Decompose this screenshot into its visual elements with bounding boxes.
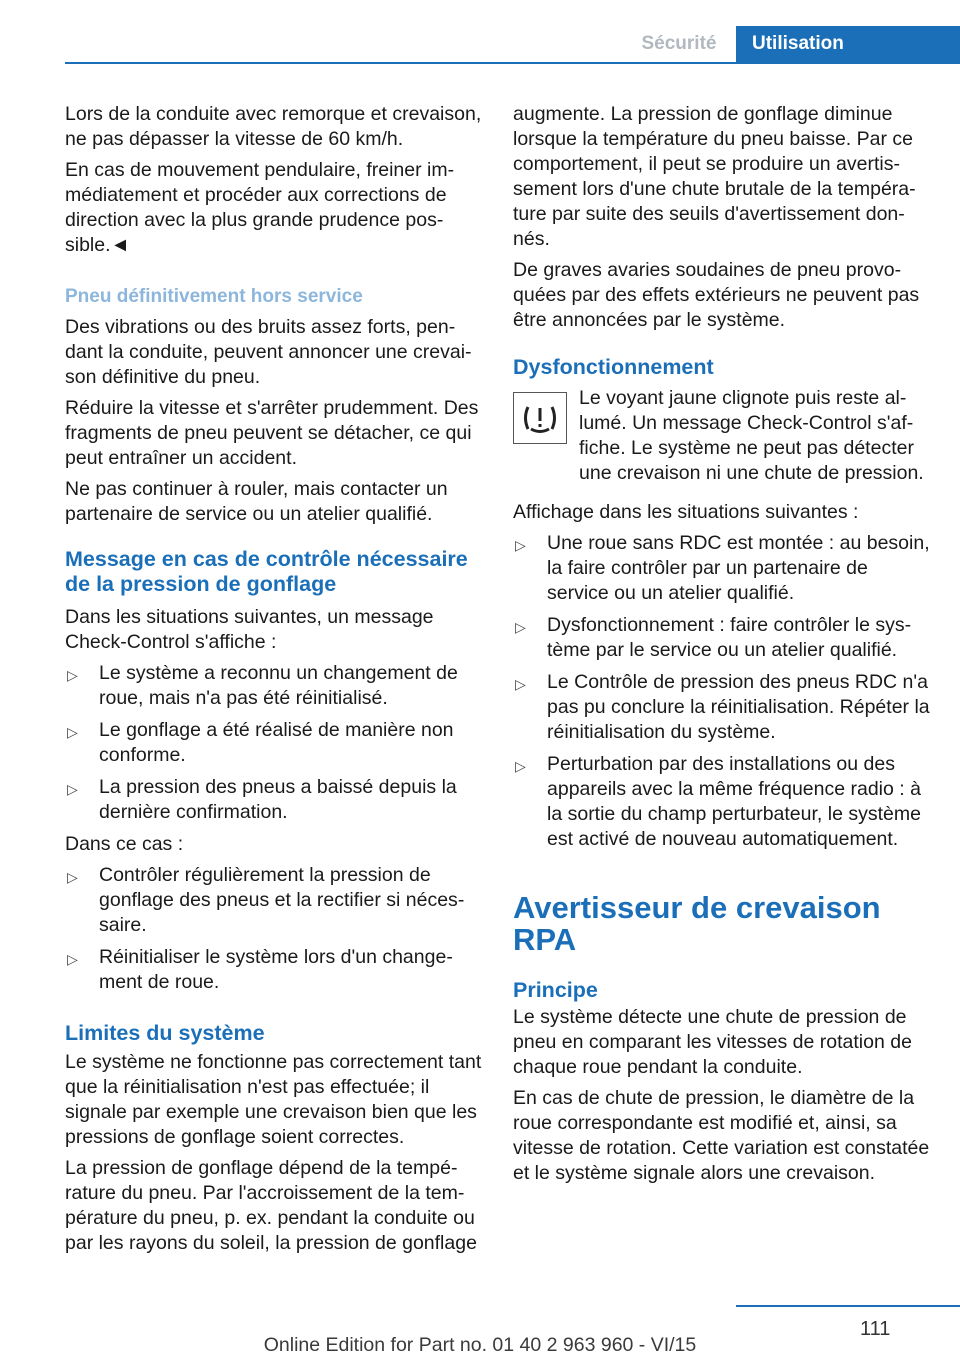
paragraph: Des vibrations ou des bruits assez forts, pendant la conduite, peuvent annoncer une crevaison définitive du pneu. xyxy=(65,316,472,388)
heading-message-check: Message en cas de contrôle nécessaire de la pression de gonflage xyxy=(65,547,468,596)
triangle-bullet-icon: ▷ xyxy=(515,619,526,635)
triangle-bullet-icon: ▷ xyxy=(515,676,526,692)
paragraph: De graves avaries soudaines de pneu provoquées par des effets extérieurs ne peuvent pas être annoncées par le système. xyxy=(513,259,920,331)
paragraph: Le système détecte une chute de pression de pneu en comparant les vitesses de rotation de chaque roue pendant la conduite. xyxy=(513,1006,912,1078)
triangle-bullet-icon: ▷ xyxy=(515,537,526,553)
list-display-situations xyxy=(513,531,931,852)
paragraph: En cas de mouvement pendulaire, freiner immédiatement et procéder aux corrections de direction avec la plus grande prudence possible.◄ xyxy=(65,159,455,256)
triangle-bullet-icon: ▷ xyxy=(67,667,78,683)
list-item: ▷ Réinitialiser le système lors d'un changement de roue. xyxy=(67,946,453,993)
paragraph: En cas de chute de pression, le diamètre de la roue correspondante est modifié et, ainsi, sa vitesse de rotation. Cette variation est constatée et le système signale alors une crevaison. xyxy=(513,1087,930,1184)
tire-pressure-warning-icon xyxy=(513,392,567,444)
triangle-bullet-icon: ▷ xyxy=(67,724,78,740)
list-item: ▷ Le gonflage a été réalisé de manière non conforme. xyxy=(67,719,454,766)
list-item: ▷ Une roue sans RDC est montée : au besoin, la faire contrôler par un partenaire de service ou un atelier qualifié. xyxy=(515,532,930,604)
list-item: ▷ Contrôler régulièrement la pression de gonflage des pneus et la rectifier si nécessaire. xyxy=(67,864,465,936)
header-chapter-tab[interactable]: Utilisation xyxy=(736,26,960,62)
right-column xyxy=(513,102,931,1192)
left-column xyxy=(65,102,483,1262)
header-section-tab[interactable]: Sécurité xyxy=(641,33,717,54)
footer-rule xyxy=(736,1305,960,1307)
triangle-bullet-icon: ▷ xyxy=(515,758,526,774)
triangle-bullet-icon: ▷ xyxy=(67,781,78,797)
paragraph: Dans ce cas : xyxy=(65,833,184,855)
subheading-permanent-damage: Pneu définitivement hors service xyxy=(65,286,363,307)
heading-principle: Principe xyxy=(513,978,598,1002)
heading-rpa: Avertisseur de crevaison RPA xyxy=(513,890,881,957)
edition-note: Online Edition for Part no. 01 40 2 963 960 - VI/15 xyxy=(263,1334,697,1356)
paragraph: La pression de gonflage dépend de la température du pneu. Par l'accroissement de la température du pneu, p. ex. pendant la conduite ou par les rayons du soleil, la pression de gonflage xyxy=(65,1157,477,1254)
paragraph: augmente. La pression de gonflage diminue lorsque la température du pneu baisse. Par ce comportement, il peut se produire un avertissement lors d'une chute brutale de la température par suite des seuils d'avertissement donnés. xyxy=(513,103,916,250)
warning-text: Le voyant jaune clignote puis reste allumé. Un message Check-Control s'affiche. Le système ne peut pas détecter une crevaison ni une chute de pression. xyxy=(579,387,924,484)
paragraph: Réduire la vitesse et s'arrêter prudemment. Des fragments de pneu peuvent se détacher, ce qui peut entraîner un accident. xyxy=(65,397,479,469)
paragraph: Affichage dans les situations suivantes : xyxy=(513,501,859,523)
list-item: ▷ La pression des pneus a baissé depuis la dernière confirmation. xyxy=(67,776,457,823)
list-item: ▷ Dysfonctionnement : faire contrôler le système par le service ou un atelier qualifié. xyxy=(515,614,912,661)
list-situations xyxy=(65,661,483,825)
list-actions xyxy=(65,863,483,995)
list-item: ▷ Le Contrôle de pression des pneus RDC n'a pas pu conclure la réinitialisation. Répéter la réinitialisation du système. xyxy=(515,671,930,743)
paragraph: Lors de la conduite avec remorque et crevaison, ne pas dépasser la vitesse de 60 km/h. xyxy=(65,103,482,150)
page-number: 111 xyxy=(860,1318,891,1340)
header-rule xyxy=(65,62,960,64)
paragraph: Le système ne fonctionne pas correctement tant que la réinitialisation n'est pas effectuée; il signale par exemple une crevaison bien que les pressions de gonflage soient correctes. xyxy=(65,1051,482,1148)
warning-block xyxy=(513,386,931,486)
triangle-bullet-icon: ▷ xyxy=(67,869,78,885)
list-item: ▷ Perturbation par des installations ou des appareils avec la même fréquence radio : à la sortie du champ perturbateur, le système est activé de nouveau automatiquement. xyxy=(515,753,921,850)
list-item: ▷ Le système a reconnu un changement de roue, mais n'a pas été réinitialisé. xyxy=(67,662,458,709)
heading-malfunction: Dysfonctionnement xyxy=(513,355,714,379)
paragraph: Ne pas continuer à rouler, mais contacter un partenaire de service ou un atelier qualifié. xyxy=(65,478,448,525)
triangle-bullet-icon: ▷ xyxy=(67,951,78,967)
heading-system-limits: Limites du système xyxy=(65,1021,265,1045)
paragraph: Dans les situations suivantes, un message Check-Control s'affiche : xyxy=(65,606,434,653)
